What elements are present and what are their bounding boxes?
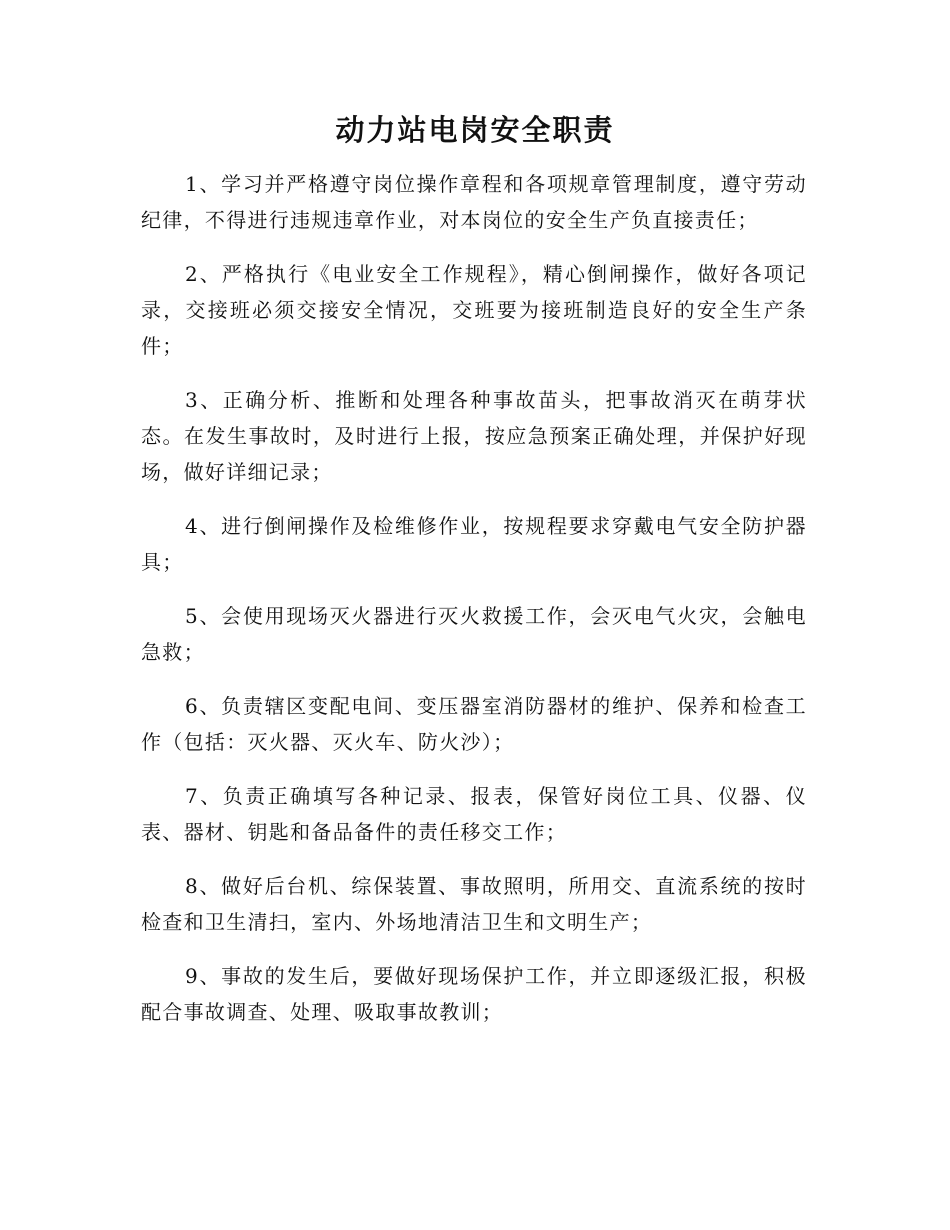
clause-3: 3、正确分析、推断和处理各种事故苗头，把事故消灭在萌芽状态。在发生事故时，及时进行上报，按应急预案正确处理，并保护好现场，做好详细记录；: [141, 388, 807, 484]
clause-8: 8、做好后台机、综保装置、事故照明，所用交、直流系统的按时检查和卫生清扫，室内、外场地清洁卫生和文明生产；: [141, 874, 807, 934]
clause-5: 5、会使用现场灭火器进行灭火救援工作，会灭电气火灾，会触电急救；: [141, 604, 807, 664]
clause-1: 1、学习并严格遵守岗位操作章程和各项规章管理制度，遵守劳动纪律，不得进行违规违章作业，对本岗位的安全生产负直接责任；: [141, 172, 807, 232]
clause-6: 6、负责辖区变配电间、变压器室消防器材的维护、保养和检查工作（包括：灭火器、灭火车、防火沙）；: [141, 694, 807, 754]
clause-9: 9、事故的发生后，要做好现场保护工作，并立即逐级汇报，积极配合事故调查、处理、吸取事故教训；: [141, 964, 807, 1024]
document-title: 动力站电岗安全职责: [335, 113, 615, 147]
clause-4: 4、进行倒闸操作及检维修作业，按规程要求穿戴电气安全防护器具；: [141, 514, 807, 574]
clause-7: 7、负责正确填写各种记录、报表，保管好岗位工具、仪器、仪表、器材、钥匙和备品备件的责任移交工作；: [141, 784, 807, 844]
clause-list: [141, 166, 807, 1048]
clause-2: 2、严格执行《电业安全工作规程》，精心倒闸操作，做好各项记录，交接班必须交接安全情况，交班要为接班制造良好的安全生产条件；: [141, 262, 807, 358]
